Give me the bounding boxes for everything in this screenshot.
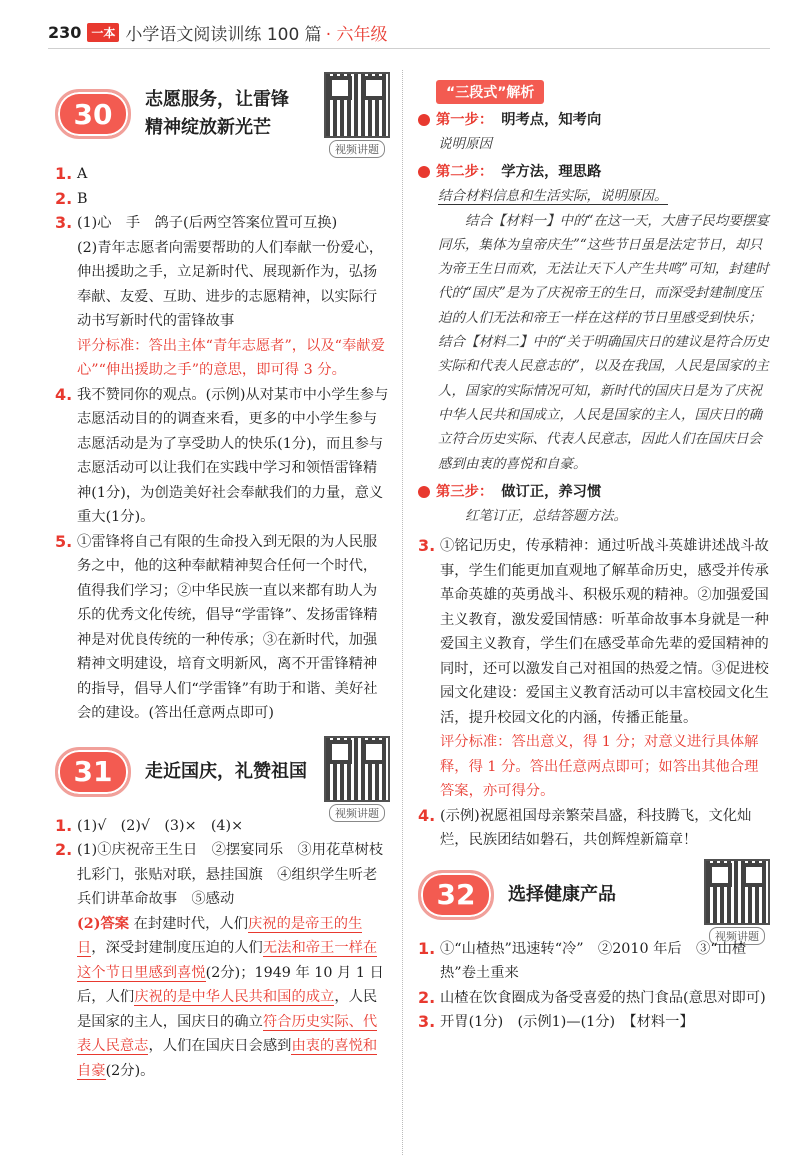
lesson-31-header — [55, 730, 390, 820]
scoring-criteria: 评分标准：答出主体“青年志愿者”，以及“奉献爱心”“伸出援助之手”的意思，即可得 3 分。 — [77, 337, 385, 378]
step-2-detail: 结合【材料一】中的“在这一天，大唐子民均要摆宴同乐，集体为皇帝庆生”“这些节日虽是法定节日，却只为帝王生日而欢，无法让天下人产生共鸣”可知，封建时代的“国庆”是为了庆祝帝王的生日，而深受封建制度压迫的人们无法和帝王一样在这样的节日里感受到快乐；结合【材料二】中的“关于明确国庆日的建议是符合历史实际和代表人民意志的”，以及在我国，人民是国家的主人，国家的实际情况可知，新时代的国庆日是为了庆祝中华人民共和国成立，人民是国家的主人，国庆日的确立符合历史实际、代表人民意志，因此人们在国庆日会感到由衷的喜悦和自豪。 — [438, 212, 769, 472]
bullet-icon — [418, 486, 430, 498]
answer-4: 4. 我不赞同你的观点。(示例)从对某市中小学生参与志愿活动目的的调查来看，更多的中小学生参与志愿活动是为了享受助人的快乐(1分)，而且参与志愿活动可以让我们在实践中学习和领悟雷锋精神(1分)，为创造美好社会奉献我们的力量，意义重大(1分)。 — [55, 384, 389, 525]
answer-4: 4. (示例)祝愿祖国母亲繁荣昌盛，科技腾飞，文化灿烂，民族团结如磐石，共创辉煌新篇章！ — [418, 805, 752, 849]
answer-2: 2. 山楂在饮食圈成为备受喜爱的热门食品(意思对即可) — [418, 987, 766, 1007]
step-1: 第一步： 明考点，知考向 — [418, 108, 770, 132]
answer-3: 3. ①铭记历史，传承精神：通过听战斗英雄讲述战斗故事，学生们能更加直观地了解革命历史，感受并传承革命英雄的英勇战斗、积极乐观的精神。②加强爱国主义教育，激发爱国情感：听革命故事本身就是一种爱国主义教育，学生们在感受革命先辈的爱国精神的同时，还可以激发自己对祖国的热爱之情。③促进校园文化建设：爱国主义教育活动可以丰富校园文化生活，提升校园文化的内涵，传播正能量。 评分标准：答出意义，得 1 分；对意义进行具体解释，得 1 分。答出任意两点即可；如答出其他合理答案，亦可得分。 — [418, 534, 770, 804]
brand-logo: 一本 — [87, 23, 119, 42]
qr-label: 视频讲题 — [709, 927, 765, 945]
lesson-title: 志愿服务，让雷锋 精神绽放新光芒 — [145, 89, 289, 138]
analysis-tag: “三段式”解析 — [436, 80, 544, 104]
answer-5: 5. ①雷锋将自己有限的生命投入到无限的为人民服务之中，他的这种奉献精神契合任何一个时代，值得我们学习；②中华民族一直以来都有助人为乐的优秀文化传统，倡导“学雷锋”、发扬雷锋精神是对优良传统的一种传承；③在新时代，加强精神文明建设，培育文明新风，离不开雷锋精神的指导，倡导人们“学雷锋”有助于和谐、美好社会的建设。(答出任意两点即可) — [55, 531, 378, 721]
bullet-icon — [418, 114, 430, 126]
column-divider — [402, 70, 403, 1155]
lesson-number-badge: 32 — [418, 870, 494, 920]
qr-video-box[interactable] — [324, 72, 390, 158]
lesson-title: 走近国庆，礼赞祖国 — [145, 760, 307, 782]
left-column — [55, 66, 390, 1083]
qr-video-box[interactable] — [324, 736, 390, 822]
right-column — [418, 66, 770, 1035]
lesson-title: 选择健康产品 — [508, 883, 616, 905]
step-3-body: 红笔订正，总结答题方法。 — [465, 507, 627, 524]
page-header — [48, 18, 388, 46]
step-2: 第二步： 学方法，理思路 — [418, 160, 770, 184]
answer-3: 3. (1)心 手 鸽子(后两空答案位置可互换) (2)青年志愿者向需要帮助的人们奉献一份爱心，伸出援助之手，立足新时代、展现新作为，弘扬奉献、友爱、互助、进步的志愿精神，以实际行动书写新时代的雷锋故事 评分标准：答出主体“青年志愿者”，以及“奉献爱心”“伸出援助之手”的意思，即可得 3 分。 — [55, 211, 390, 383]
answer-1: 1. A — [55, 164, 88, 183]
answer-3: 3. 开胃(1分) (示例1)—(1分) 【材料一】 — [418, 1012, 694, 1032]
answer-label: (2)答案 — [77, 915, 130, 932]
answer-1: 1. ①“山楂热”迅速转“冷” ②2010 年后 ③“山楂热”卷土重来 — [418, 938, 747, 982]
qr-label: 视频讲题 — [329, 140, 385, 158]
answer-2: 2. (1)①庆祝帝王生日 ②摆宴同乐 ③用花草树枝扎彩门，张贴对联，悬挂国旗 ④组织学生听老兵们讲革命故事 ⑤感动 (2)答案 在封建时代，人们庆祝的是帝王的生日，深受封建制度压迫的人们无法和帝王一样在这个节日里感到喜悦(2分)；1949 年 10 月 1 日后，人们庆祝的是中华人民共和国的成立，人民是国家的主人，国庆日的确立符合历史实际、代表人民意志，人们在国庆日会感到由衷的喜悦和自豪(2分)。 — [55, 840, 384, 1079]
qr-code-icon[interactable] — [704, 859, 770, 925]
scoring-criteria: 评分标准：答出意义，得 1 分；对意义进行具体解释，得 1 分。答出任意两点即可；如答出其他合理答案，亦可得分。 — [440, 734, 759, 800]
step-3: 第三步： 做订正，养习惯 — [418, 480, 770, 504]
step-1-body: 说明原因 — [438, 136, 492, 152]
answer-2: 2. B — [55, 188, 88, 208]
qr-code-icon[interactable] — [324, 736, 390, 802]
step-2-body: 结合材料信息和生活实际，说明原因。 — [438, 188, 668, 205]
answer-1: 1. (1)√ (2)√ (3)× (4)× — [55, 815, 244, 835]
lesson-number-badge: 30 — [55, 89, 131, 139]
qr-code-icon[interactable] — [324, 72, 390, 138]
qr-label: 视频讲题 — [329, 804, 385, 822]
grade-label: · 六年级 — [325, 24, 388, 45]
bullet-icon — [418, 166, 430, 178]
series-title: 小学语文阅读训练 100 篇 — [125, 24, 322, 45]
qr-video-box[interactable] — [704, 859, 770, 945]
page-number: 230 — [48, 22, 82, 42]
header-rule — [48, 48, 770, 49]
lesson-number-badge: 31 — [55, 747, 131, 797]
lesson-32-header — [418, 853, 770, 943]
lesson-30-header — [55, 66, 390, 162]
